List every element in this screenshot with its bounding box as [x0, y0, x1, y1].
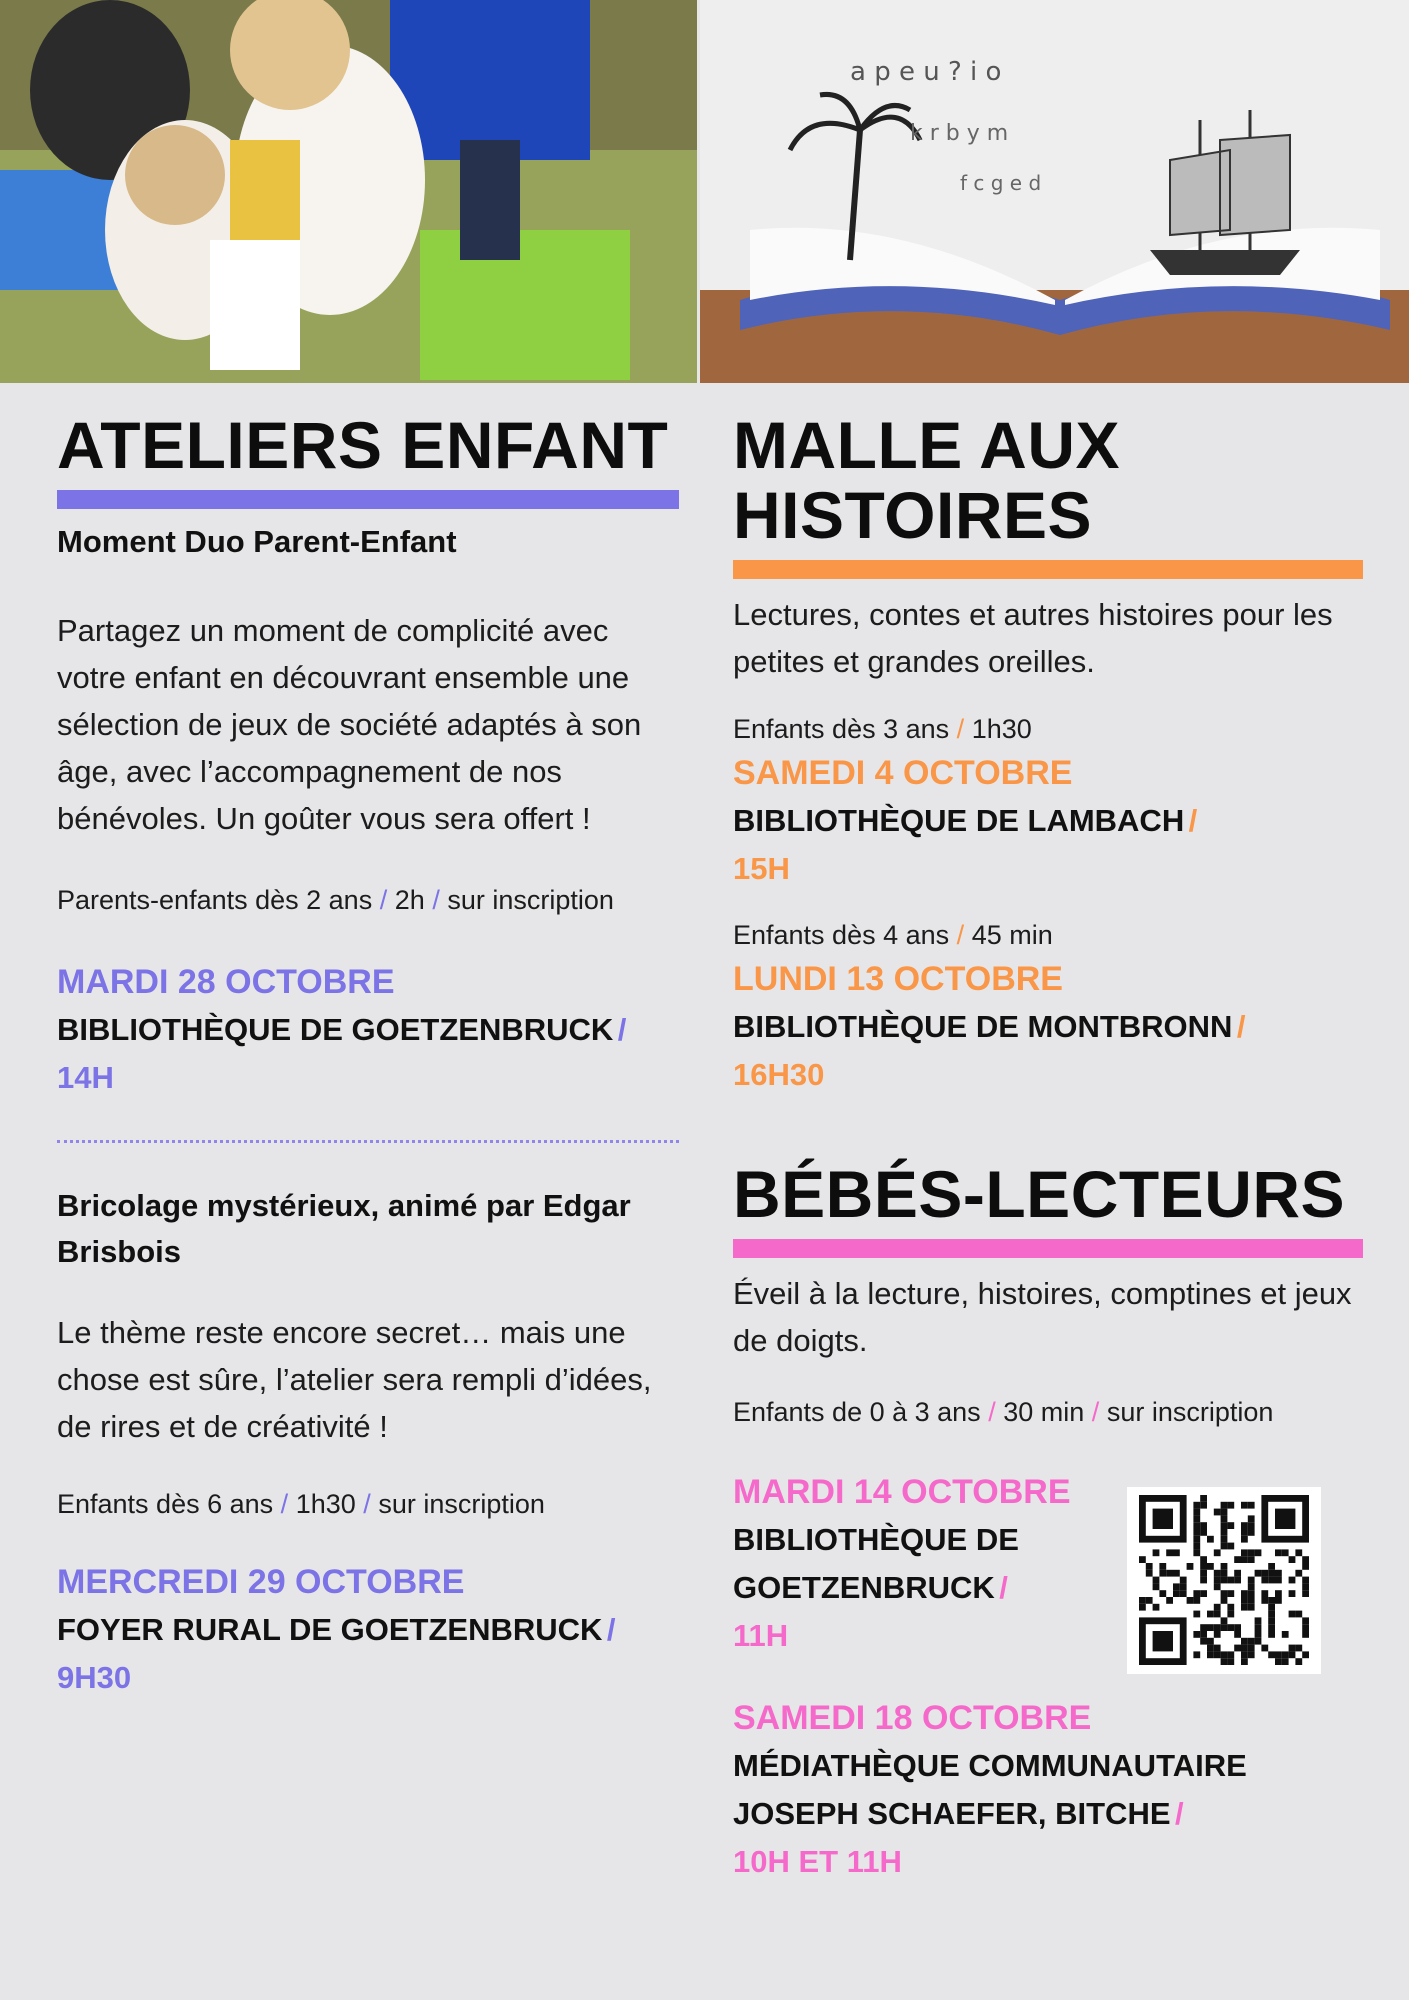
children-illustration: [0, 0, 697, 383]
qr-code-icon: [1127, 1487, 1321, 1674]
meta-separator: /: [956, 920, 965, 950]
meta-separator: /: [363, 1489, 371, 1519]
place-separator: /: [1188, 803, 1198, 838]
malle-session2-location: [733, 1003, 1363, 1051]
duo-subtitle: Moment Duo Parent-Enfant: [57, 524, 457, 559]
bebes-session1-place-line1: BIBLIOTHÈQUE DE: [733, 1522, 1019, 1557]
duo-time: 14H: [57, 1060, 114, 1095]
bebes-session2-place-line2: JOSEPH SCHAEFER, BITCHE: [733, 1796, 1171, 1831]
bebes-description: Éveil à la lecture, histoires, comptines et jeux de doigts.: [733, 1276, 1352, 1358]
malle-session2-time: 16H30: [733, 1057, 825, 1092]
children-photo: [0, 0, 697, 383]
bebes-session1-place-line2: GOETZENBRUCK: [733, 1570, 995, 1605]
meta-separator: /: [1091, 1397, 1100, 1427]
duo-date: MARDI 28 OCTOBRE: [57, 963, 395, 1001]
malle-title-line1: MALLE AUX: [733, 408, 1121, 482]
meta-separator: /: [956, 714, 965, 744]
bricolage-date: MERCREDI 29 OCTOBRE: [57, 1563, 465, 1601]
svg-text:f c g e d: f c g e d: [960, 171, 1042, 195]
malle-session2-place: BIBLIOTHÈQUE DE MONTBRONN: [733, 1009, 1233, 1044]
book-photo: [700, 0, 1409, 383]
bebes-title: BÉBÉS-LECTEURS: [733, 1157, 1346, 1231]
bebes-session1-time: 11H: [733, 1618, 789, 1653]
bricolage-subtitle: Bricolage mystérieux, animé par Edgar Brisbois: [57, 1188, 631, 1269]
meta-separator: /: [432, 885, 440, 915]
malle-session2-meta: [733, 915, 1363, 955]
bricolage-meta-registration: sur inscription: [378, 1489, 545, 1519]
malle-session2-duration: 45 min: [971, 920, 1053, 950]
svg-text:k r b y m: k r b y m: [910, 121, 1009, 146]
duo-place: BIBLIOTHÈQUE DE GOETZENBRUCK: [57, 1012, 614, 1047]
bebes-meta-duration: 30 min: [1003, 1397, 1085, 1427]
dotted-divider: [57, 1140, 679, 1143]
duo-meta-age: Parents-enfants dès 2 ans: [57, 885, 373, 915]
bricolage-meta-duration: 1h30: [295, 1489, 356, 1519]
ateliers-title-bar: [57, 490, 679, 509]
meta-separator: /: [379, 885, 388, 915]
duo-meta: [57, 880, 679, 920]
place-separator: /: [617, 1012, 627, 1047]
place-separator: /: [1174, 1796, 1184, 1831]
bebes-meta-registration: sur inscription: [1106, 1397, 1274, 1427]
bricolage-time: 9H30: [57, 1660, 132, 1695]
malle-session1-age: Enfants dès 3 ans: [733, 714, 950, 744]
ateliers-title: ATELIERS ENFANT: [57, 408, 669, 482]
duo-meta-registration: sur inscription: [447, 885, 614, 915]
malle-session1-location: [733, 797, 1363, 845]
malle-session2-date: LUNDI 13 OCTOBRE: [733, 960, 1063, 998]
malle-session1-meta: [733, 709, 1363, 749]
bebes-meta-age: Enfants de 0 à 3 ans: [733, 1397, 981, 1427]
duo-description: Partagez un moment de complicité avec votre enfant en découvrant ensemble une sélection de jeux de société adaptés à son âge, avec l’accompagnement de nos bénévoles. Un goûter vous sera offert !: [57, 613, 642, 836]
malle-session1-time: 15H: [733, 851, 790, 886]
meta-separator: /: [988, 1397, 996, 1427]
book-illustration: [700, 0, 1409, 383]
meta-separator: /: [280, 1489, 289, 1519]
bebes-session2-location: [733, 1790, 1363, 1838]
place-separator: /: [1236, 1009, 1246, 1044]
duo-location: [57, 1006, 679, 1054]
malle-title-bar: [733, 560, 1363, 579]
qr-code[interactable]: [1127, 1487, 1321, 1674]
svg-text:a p e u ? i o: a p e u ? i o: [850, 57, 1002, 87]
bricolage-description: Le thème reste encore secret… mais une chose est sûre, l’atelier sera rempli d’idées, de rires et de créativité !: [57, 1315, 652, 1444]
bebes-session2-date: SAMEDI 18 OCTOBRE: [733, 1699, 1092, 1737]
malle-description: Lectures, contes et autres histoires pour les petites et grandes oreilles.: [733, 597, 1333, 679]
ateliers-section: [57, 410, 679, 1702]
bebes-session1-date: MARDI 14 OCTOBRE: [733, 1473, 1071, 1511]
duo-meta-duration: 2h: [394, 885, 425, 915]
bebes-title-bar: [733, 1239, 1363, 1258]
malle-session1-place: BIBLIOTHÈQUE DE LAMBACH: [733, 803, 1185, 838]
bebes-meta: [733, 1392, 1363, 1432]
bricolage-meta-age: Enfants dès 6 ans: [57, 1489, 274, 1519]
place-separator: /: [606, 1612, 616, 1647]
bricolage-location: [57, 1606, 679, 1654]
bricolage-place: FOYER RURAL DE GOETZENBRUCK: [57, 1612, 603, 1647]
malle-title-line2: HISTOIRES: [733, 478, 1093, 552]
bricolage-meta: [57, 1484, 679, 1524]
place-separator: /: [999, 1570, 1008, 1605]
malle-session2-age: Enfants dès 4 ans: [733, 920, 950, 950]
bebes-session2-place-line1: MÉDIATHÈQUE COMMUNAUTAIRE: [733, 1748, 1247, 1783]
bebes-session2-time: 10H ET 11H: [733, 1844, 902, 1879]
malle-session1-date: SAMEDI 4 OCTOBRE: [733, 754, 1073, 792]
malle-session1-duration: 1h30: [971, 714, 1032, 744]
